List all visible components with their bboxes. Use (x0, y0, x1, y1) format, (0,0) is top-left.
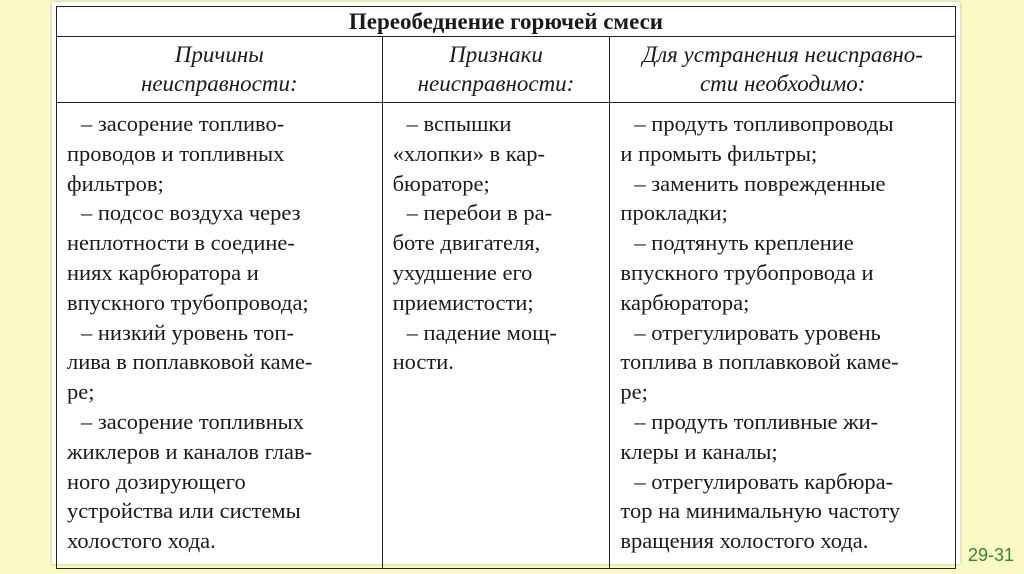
remedy-cell (610, 103, 956, 569)
header-remedy: Для устранения неисправно- сти необходимо: (610, 37, 956, 103)
list-item: – отрегулировать карбюра- тор на минимальную частоту вращения холостого хода. (620, 468, 901, 554)
table-title: Переобеднение горючей смеси (57, 7, 956, 37)
list-item: – перебои в ра- боте двигателя, ухудшение его приемистости; (392, 200, 553, 315)
list-item: – подтянуть крепление впускного трубопровода и карбюратора; (620, 230, 874, 315)
slide-sheet (52, 2, 960, 564)
list-item: – подсос воздуха через неплотности в соедине- ниях карбюратора и впускного трубопровода; (67, 200, 309, 315)
list-item: – продуть топливные жи- клеры и каналы; (620, 408, 879, 464)
list-item: – заменить поврежденные прокладки; (620, 170, 886, 226)
header-causes: Причины неисправности: (57, 37, 383, 103)
causes-cell (57, 103, 383, 569)
list-item: – вспышки «хлопки» в кар- бюраторе; (392, 111, 546, 196)
symptoms-cell (382, 103, 610, 569)
list-item: – падение мощ- ности. (392, 319, 557, 375)
page-number: 29-31 (967, 545, 1014, 565)
list-item: – засорение топливо- проводов и топливных фильтров; (67, 111, 285, 196)
list-item: – продуть топливопроводы и промыть фильтры; (620, 111, 894, 166)
list-item: – отрегулировать уровень топлива в поплавковой каме- ре; (620, 319, 899, 405)
list-item: – низкий уровень топ- лива в поплавковой каме- ре; (67, 319, 313, 405)
list-item: – засорение топливных жиклеров и каналов глав- ного дозирующего устройства или системы холостого хода. (67, 408, 313, 554)
malfunction-table (56, 6, 956, 569)
header-symptoms: Признаки неисправности: (382, 37, 610, 103)
